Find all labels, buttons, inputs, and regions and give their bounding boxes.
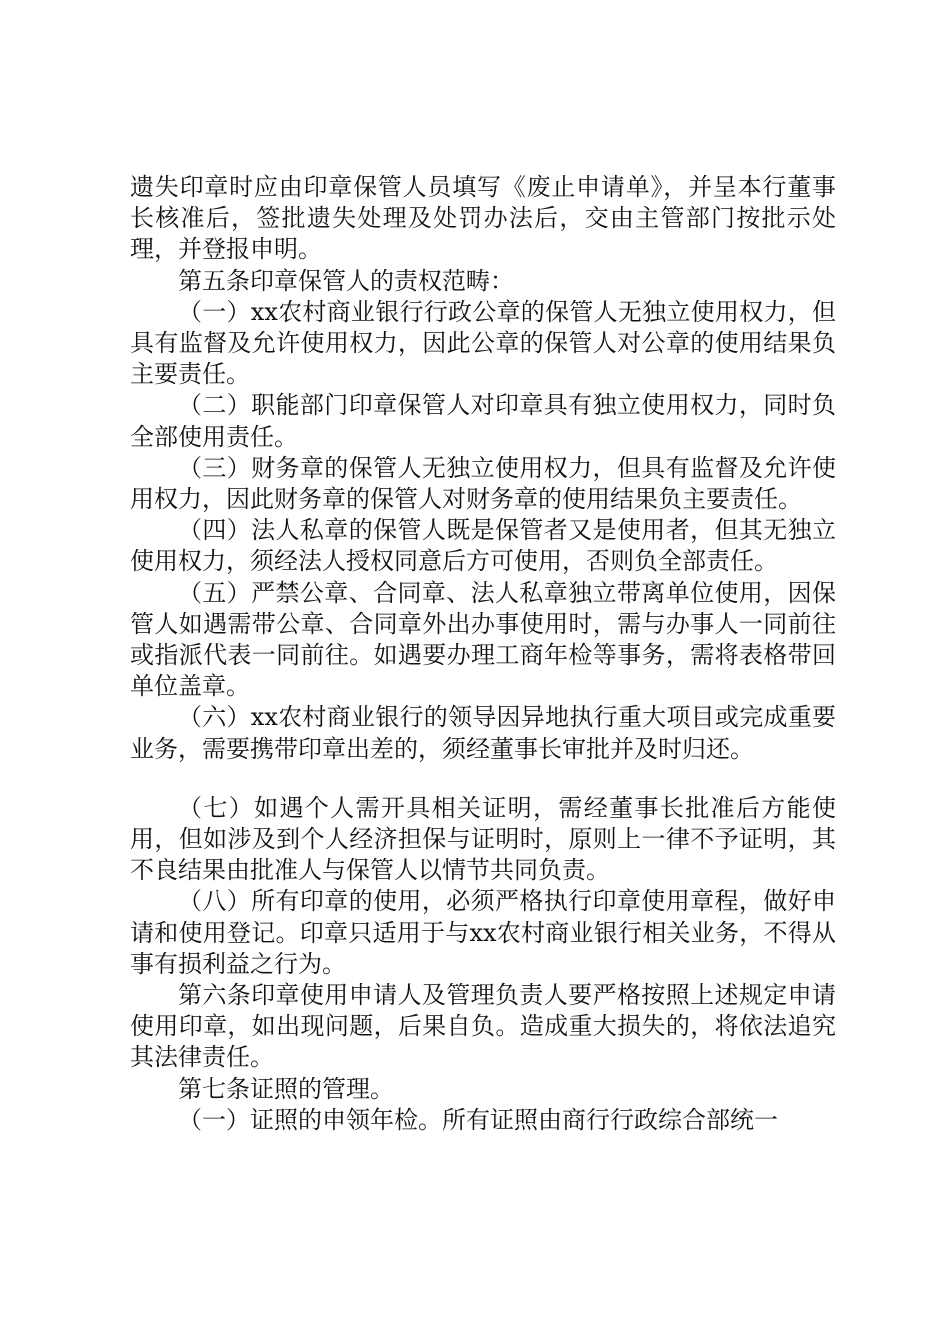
- paragraph-article-7-heading: 第七条证照的管理。: [178, 1074, 394, 1103]
- paragraph-article-5-item-4: （四）法人私章的保管人既是保管者又是使用者，但其无独立使用权力，须经法人授权同意后方可使用，否则负全部责任。: [130, 516, 836, 576]
- document-page: [130, 172, 836, 1136]
- paragraph-article-5-item-6: （六）xx农村商业银行的领导因异地执行重大项目或完成重要业务，需要携带印章出差的，须经董事长审批并及时归还。: [130, 703, 836, 763]
- paragraph-article-6: 第六条印章使用申请人及管理负责人要严格按照上述规定申请使用印章，如出现问题，后果自负。造成重大损失的，将依法追究其法律责任。: [130, 981, 836, 1072]
- paragraph-article-5-item-8: （八）所有印章的使用，必须严格执行印章使用章程，做好申请和使用登记。印章只适用于与xx农村商业银行相关业务，不得从事有损利益之行为。: [130, 887, 836, 978]
- paragraph-article-5-item-3: （三）财务章的保管人无独立使用权力，但具有监督及允许使用权力，因此财务章的保管人对财务章的使用结果负主要责任。: [130, 453, 836, 514]
- paragraph-article-5-heading: 第五条印章保管人的责权范畴：: [178, 266, 514, 295]
- paragraph-lost-seal-continuation: 遗失印章时应由印章保管人员填写《废止申请单》，并呈本行董事长核准后，签批遗失处理及处罚办法后，交由主管部门按批示处理，并登报申明。: [130, 173, 836, 264]
- paragraph-article-5-item-1: （一）xx农村商业银行行政公章的保管人无独立使用权力，但具有监督及允许使用权力，因此公章的保管人对公章的使用结果负主要责任。: [130, 297, 836, 389]
- paragraph-article-7-item-1: （一）证照的申领年检。所有证照由商行行政综合部统一: [178, 1105, 778, 1134]
- paragraph-article-5-item-7: （七）如遇个人需开具相关证明，需经董事长批准后方能使用，但如涉及到个人经济担保与证明时，原则上一律不予证明，其不良结果由批准人与保管人以情节共同负责。: [130, 793, 836, 885]
- paragraph-article-5-item-5: （五）严禁公章、合同章、法人私章独立带离单位使用，因保管人如遇需带公章、合同章外出办事使用时，需与办事人一同前往或指派代表一同前往。如遇要办理工商年检等事务，需将表格带回单位盖章。: [130, 578, 836, 701]
- paragraph-article-5-item-2: （二）职能部门印章保管人对印章具有独立使用权力，同时负全部使用责任。: [130, 391, 836, 451]
